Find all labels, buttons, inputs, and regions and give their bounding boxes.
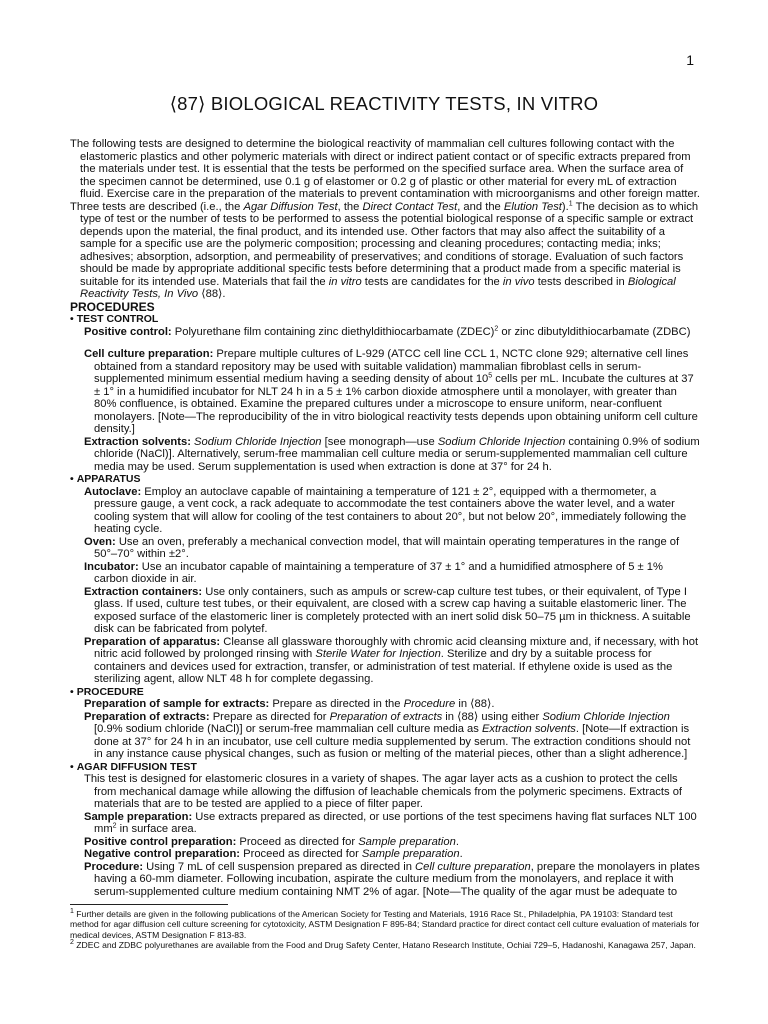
- extraction-solvents-item: Extraction solvents: Sodium Chloride Injection [see monograph—use Sodium Chloride Injection containing 0.9% of sodium chloride (NaCl)]. Alternatively, serum-free mammalian cell culture media or serum-supplemented mammalian cell culture media may be used. Serum supplementation is used when extraction is done at 37° for 24 h.: [84, 435, 700, 473]
- section-heading-test-control: • TEST CONTROL: [70, 313, 159, 325]
- procedures-heading: PROCEDURES: [70, 299, 155, 314]
- intro-paragraph-2: Three tests are described (i.e., the Agar Diffusion Test, the Direct Contact Test, and the Elution Test).$^1$ The decision as to which type of test or the number of tests to be performed to assess the potential biological response of a specific sample or extract depends upon the material, the final product, and its intended use. Other factors that may also affect the suitability of a sample for a specific use are the polymeric composition; processing and cleaning procedures; contacting media; inks; adhesives; absorption, adsorption, and permeability of preservatives; and conditions of storage. Evaluation of such factors should be made by appropriate additional specific tests before determining that a product made from a specific material is suitable for its intended use. Materials that fail the in vitro tests are candidates for the in vivo tests described in Biological Reactivity Tests, In Vivo ⟨88⟩.: [70, 199, 699, 300]
- footnote-1: $^1$ Further details are given in the following publications of the American Society for Testing and Materials, 1916 Race St., Philadelphia, PA 19103: Standard test method for agar diffusion cell culture screening for cytotoxicity, ASTM Designation F 895-84; Standard practice for direct contact cell culture evaluation of materials for medical devices, ASTM Designation F 813-83.: [70, 908, 700, 940]
- page-title: ⟨87⟩ BIOLOGICAL REACTIVITY TESTS, IN VITRO: [169, 93, 599, 114]
- agar-intro: This test is designed for elastomeric closures in a variety of shapes. The agar layer acts as a cushion to protect the cells from mechanical damage while allowing the diffusion of leachable chemicals from the polymeric specimens. Extracts of materials that are to be tested are applied to a piece of filter paper.: [84, 773, 683, 810]
- agar-negative-prep-item: Negative control preparation: Proceed as directed for Sample preparation.: [84, 848, 463, 860]
- positive-control-item: Positive control: Polyurethane film containing zinc diethyldithiocarbamate (ZDEC)$^2$ or zinc dibutyldithiocarbamate (ZDBC): [84, 324, 691, 338]
- sample-prep-item: Preparation of sample for extracts: Prepare as directed in the Procedure in ⟨88⟩.: [84, 698, 495, 710]
- document-body: [70, 138, 700, 898]
- footnotes: [70, 909, 702, 951]
- footnote-ref-2[interactable]: 2: [494, 324, 499, 332]
- footnote-2: $^2$ ZDEC and ZDBC polyurethanes are available from the Food and Drug Safety Center, Hatano Research Institute, Ochiai 729–5, Hadanoshi, Kanagawa 257, Japan.: [70, 939, 696, 951]
- section-heading-apparatus: • APPARATUS: [70, 473, 141, 485]
- intro-paragraph-1: The following tests are designed to determine the biological reactivity of mammalian cell cultures following contact with the elastomeric plastics and other polymeric materials with direct or indirect patient contact or of specific extracts prepared from the materials under test. It is essential that the tests be performed on the specified surface area. When the surface area of the specimen cannot be determined, use 0.1 g of elastomer or 0.2 g of plastic or other material for every mL of extraction fluid. Exercise care in the preparation of the materials to prevent contamination with microorganisms and other foreign matter.: [70, 138, 700, 200]
- agar-sample-prep-item: Sample preparation: Use extracts prepared as directed, or use portions of the test specimens having flat surfaces NLT 100 $mm^2$ in surface area.: [84, 810, 697, 835]
- footnote-ref-1[interactable]: 1: [568, 199, 573, 207]
- preparation-apparatus-item: Preparation of apparatus: Cleanse all glassware thoroughly with chromic acid cleansing mixture and, if necessary, with hot nitric acid followed by prolonged rinsing with Sterile Water for Injection. Sterilize and dry by a suitable process for containers and devices used for extraction, transfer, or administration of test material. If ethylene oxide is used as the sterilizing agent, allow NLT 48 h for complete degassing.: [84, 635, 699, 685]
- agar-procedure-item: Procedure: Using 7 mL of cell suspension prepared as directed in Cell culture preparation, prepare the monolayers in plates having a 60-mm diameter. Following incubation, aspirate the culture medium from the monolayers, and replace it with serum-supplemented culture medium containing NMT 2% of agar. [Note—The quality of the agar must be adequate to: [84, 860, 700, 898]
- page-number: 1: [686, 52, 694, 68]
- footnote-divider: [70, 904, 228, 905]
- extract-prep-item: Preparation of extracts: Prepare as directed for Preparation of extracts in ⟨88⟩ using either Sodium Chloride Injection [0.9% sodium chloride (NaCl)] or serum-free mammalian cell culture media as Extraction solvents. [Note—If extraction is done at 37° for 24 h in an incubator, use cell culture media supplemented by serum. The extraction conditions should not in any instance cause physical changes, such as fusion or melting of the material pieces, other than a slight adherence.]: [84, 710, 691, 760]
- cell-culture-item: Cell culture preparation: Prepare multiple cultures of L-929 (ATCC cell line CCL 1, NCTC clone 929; alternative cell lines obtained from a standard repository may be used with suitable validation) mammalian fibroblast cells in serum-supplemented minimum essential medium having a seeding density of about $10^5$ cells per mL. Incubate the cultures at 37 ± 1° in a humidified incubator for NLT 24 h in a 5 ± 1% carbon dioxide atmosphere until a monolayer, with greater than 80% confluence, is obtained. Examine the prepared cultures under a microscope to ensure uniform, near-confluent monolayers. [Note—The reproducibility of the in vitro biological reactivity tests depends upon obtaining uniform cell culture density.]: [84, 348, 698, 435]
- section-heading-agar-diffusion: • AGAR DIFFUSION TEST: [70, 760, 197, 773]
- autoclave-item: Autoclave: Employ an autoclave capable of maintaining a temperature of 121 ± 2°, equipped with a thermometer, a pressure gauge, a vent cock, a rack adequate to accommodate the test containers above the water level, and a water cooling system that will allow for cooling of the test containers to about 20°, but not below 20°, immediately following the heating cycle.: [84, 485, 687, 535]
- incubator-item: Incubator: Use an incubator capable of maintaining a temperature of 37 ± 1° and a humidified atmosphere of 5 ± 1% carbon dioxide in air.: [84, 560, 663, 585]
- agar-positive-prep-item: Positive control preparation: Proceed as directed for Sample preparation.: [84, 835, 459, 848]
- extraction-containers-item: Extraction containers: Use only containers, such as ampuls or screw-cap culture test tubes, or their equivalent, of Type I glass. If used, culture test tubes, or their equivalent, are closed with a screw cap having a suitable elastomeric liner. The exposed surface of the elastomeric liner is completely protected with an inert solid disk 50–75 µm in thickness. A suitable disk can be fabricated from polytef.: [84, 585, 691, 635]
- section-heading-procedure: • PROCEDURE: [70, 685, 144, 698]
- oven-item: Oven: Use an oven, preferably a mechanical convection model, that will maintain operating temperatures in the range of 50°–70° within ±2°.: [84, 535, 680, 560]
